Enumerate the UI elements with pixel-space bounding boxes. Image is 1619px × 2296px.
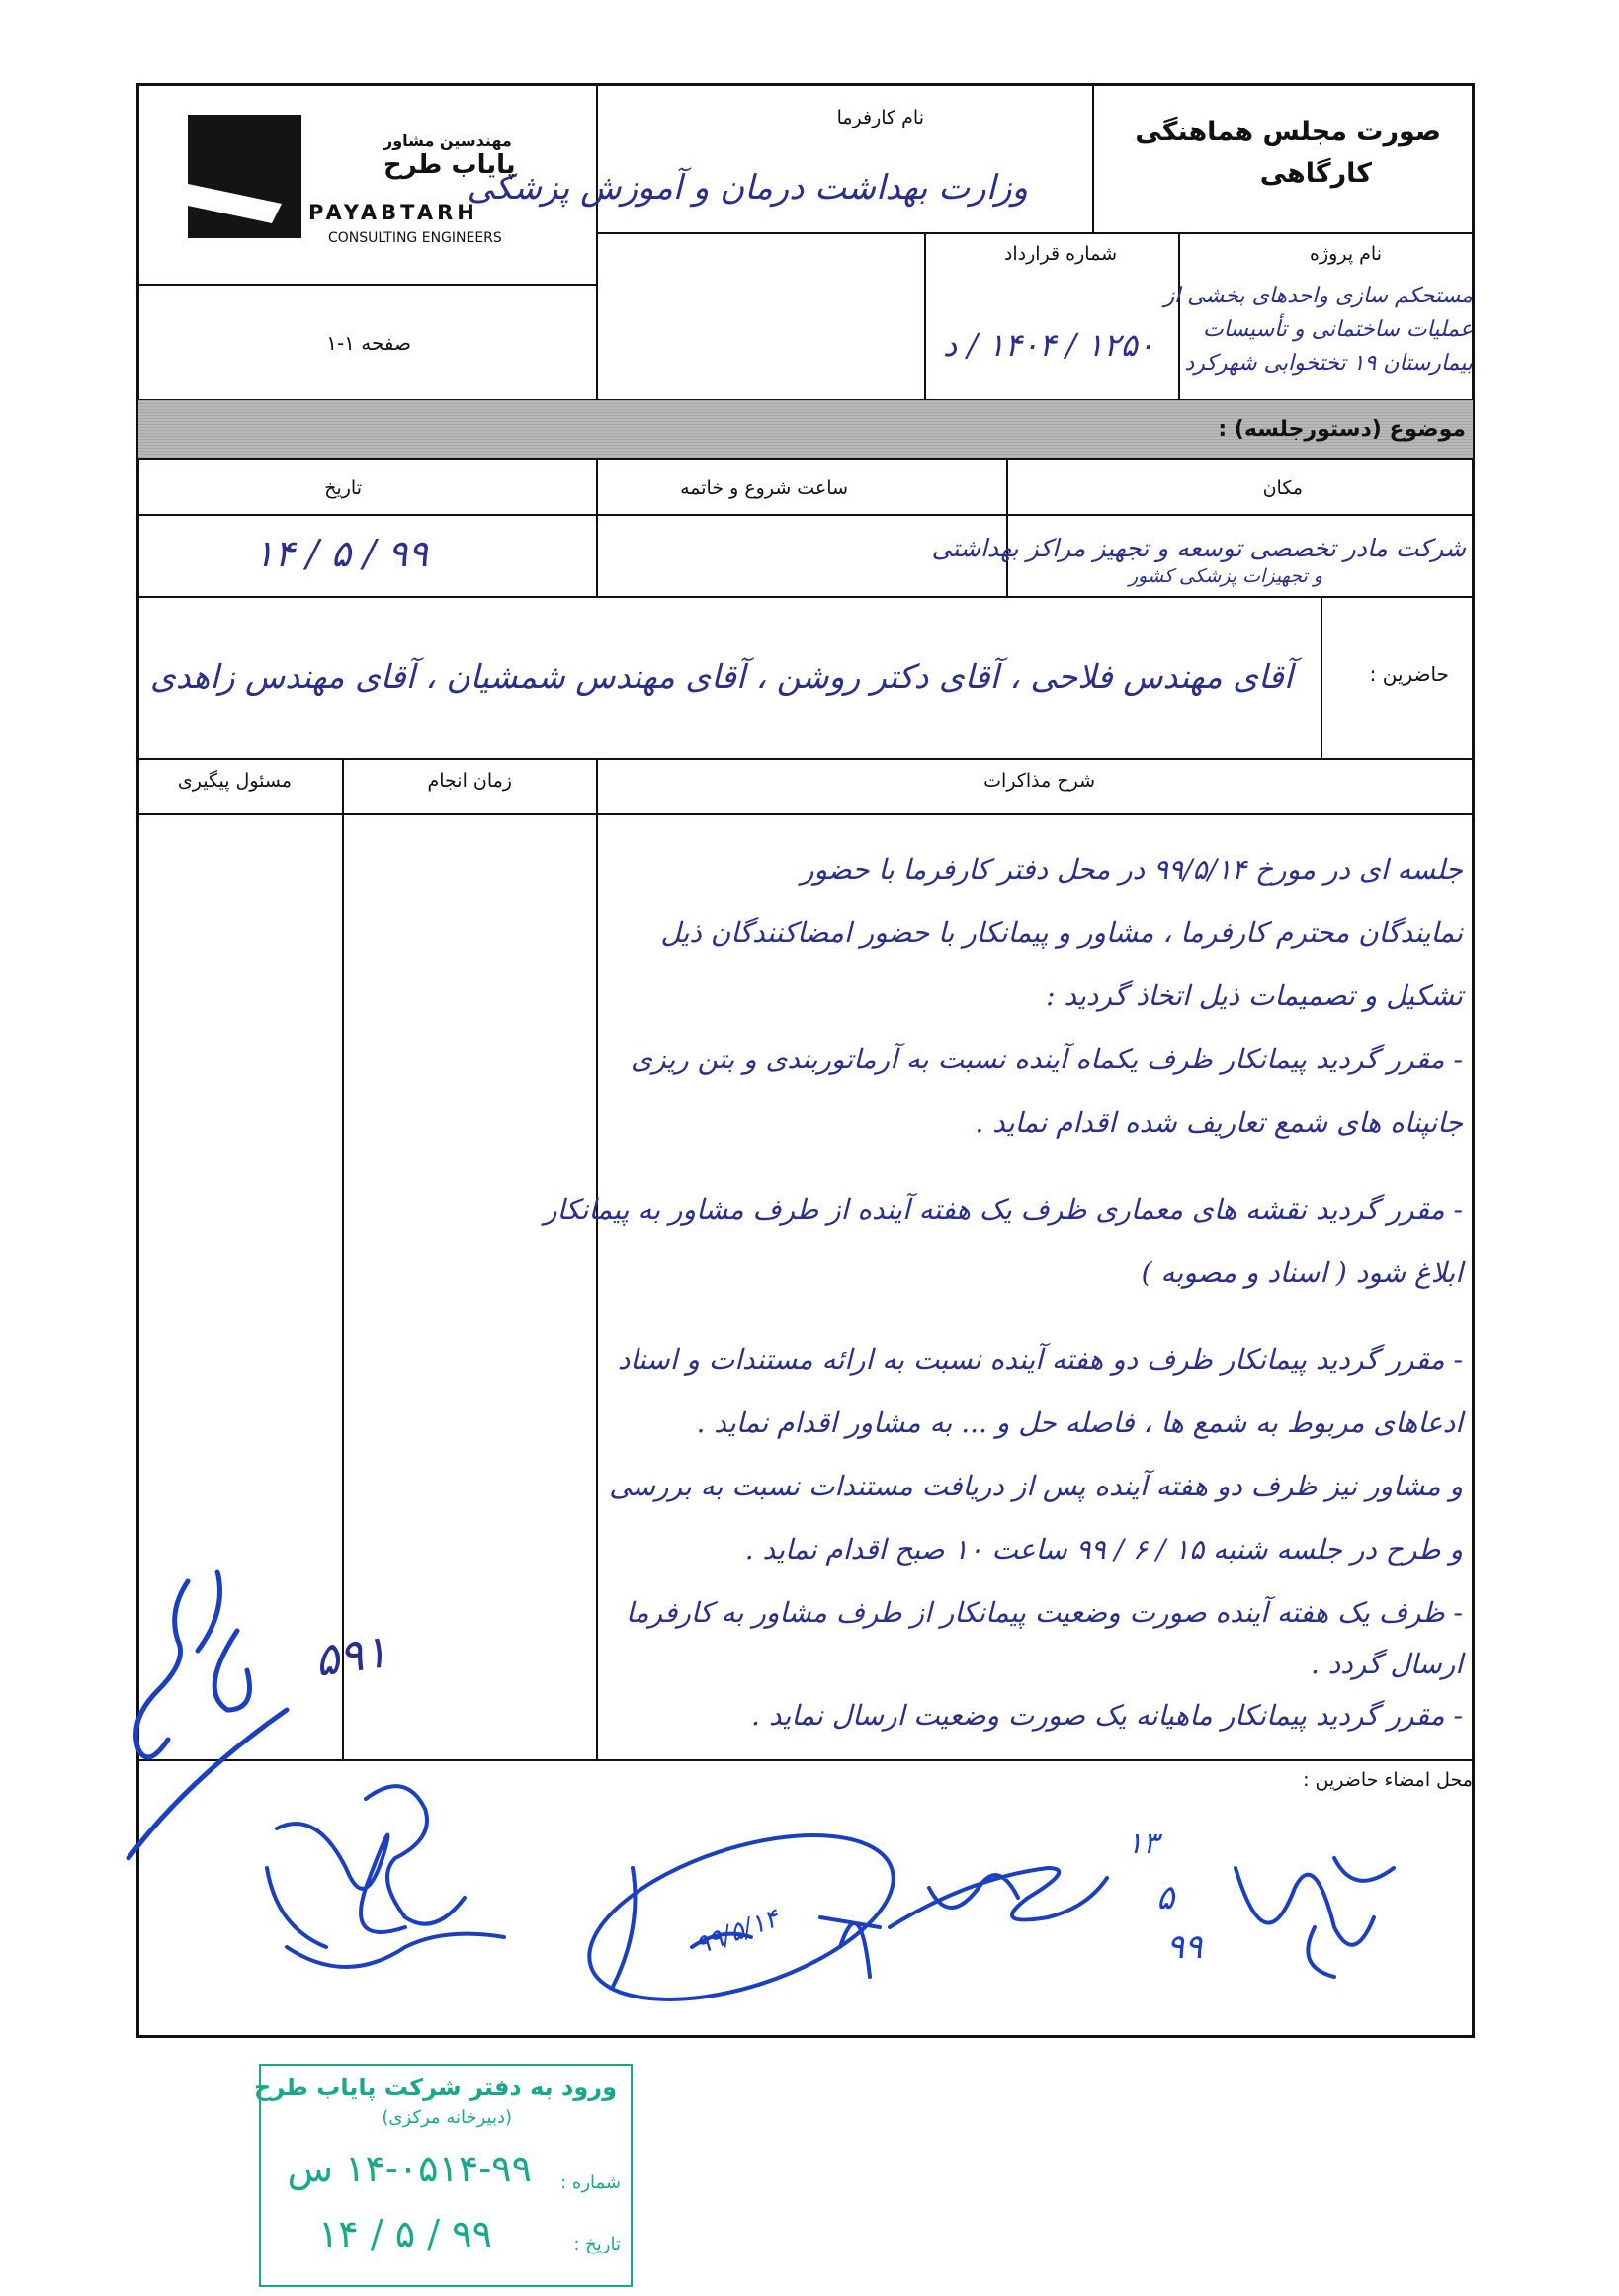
sig-date-year: ۹۹ [1166,1927,1203,1967]
divider [137,596,1474,598]
contract-number-value: ۱۲۵۰ / ۱۴۰۴ / د [943,326,1154,364]
minutes-line: و مشاور نیز ظرف دو هفته آینده پس از دریافت مستندات نسبت به بررسی [609,1470,1463,1502]
agenda-label: موضوع (دستورجلسه) : [1218,417,1466,442]
form-title: صورت مجلس هماهنگی [1135,117,1441,147]
divider [1178,232,1180,400]
signature-4 [1216,1838,1433,1997]
project-name-line1: مستحکم سازی واحدهای بخشی از [1163,284,1473,308]
stamp-number-value: ۱۴-۰۵۱۴-۹۹ س [287,2147,532,2190]
contract-number-label: شماره قرارداد [1003,243,1117,265]
divider [596,458,598,596]
project-name-line3: بیمارستان ۱۹ تختخوابی شهرکرد [1184,351,1473,376]
minutes-line: - مقرر گردید نقشه های معماری ظرف یک هفته آینده از طرف مشاور به پیمانکار [544,1193,1463,1226]
minutes-line: ابلاغ شود ( اسناد و مصوبه ) [1141,1256,1463,1289]
minutes-line: - مقرر گردید پیمانکار ظرف دو هفته آینده نسبت به ارائه مستندات و اسناد [617,1343,1463,1376]
project-name-label: نام پروژه [1310,243,1382,265]
place-value: شرکت مادر تخصصی توسعه و تجهیز مراکز بهداشتی [931,534,1466,562]
stamp-title: ورود به دفتر شرکت پایاب طرح [254,2074,617,2101]
project-name-line2: عملیات ساختمانی و تأسیسات [1203,317,1473,342]
col-deadline-header: زمان انجام [427,770,512,792]
minutes-line: ادعاهای مربوط به شمع ها ، فاصله حل و ... به مشاور اقدام نماید . [696,1406,1463,1439]
time-label: ساعت شروع و خاتمه [680,477,848,499]
stamp-subtitle: (دبیرخانه مرکزی) [382,2107,512,2128]
sig-date-day: ۱۳ [1127,1827,1159,1861]
date-value: ۹۹ / ۵ / ۱۴ [253,532,428,575]
stamp-number-label: شماره : [560,2172,621,2193]
registry-stamp [254,2064,633,2287]
divider [596,84,598,400]
divider [924,232,926,400]
divider [1092,84,1094,232]
minutes-line: و طرح در جلسه شنبه ۱۵ / ۶ / ۹۹ ساعت ۱۰ صبح اقدام نماید . [744,1533,1463,1566]
divider [137,284,597,286]
attendees-value: آقای مهندس فلاحی ، آقای دکتر روشن ، آقای مهندس شمشیان ، آقای مهندس زاهدی [149,657,1293,696]
place-label: مکان [1262,477,1303,499]
form-subtitle: کارگاهی [1259,158,1372,189]
divider [596,232,1474,234]
company-fa-small: مهندسین مشاور [383,131,512,150]
company-fa-name: پایاب طرح [383,150,516,180]
divider [137,514,1474,516]
attendees-label: حاضرین : [1369,662,1449,686]
divider [137,458,1474,460]
logo-mark [188,115,301,238]
minutes-line: - مقرر گردید پیمانکار ظرف یکماه آینده نسبت به آرماتوربندی و بتن ریزی [631,1043,1463,1075]
divider [1321,596,1322,758]
minutes-line: نمایندگان محترم کارفرما ، مشاور و پیمانکار با حضور امضاکنندگان ذیل [660,916,1463,949]
company-en-name: PAYABTARH [308,201,478,224]
divider [596,758,598,1759]
minutes-line: جلسه ای در مورخ ۹۹/۵/۱۴ در محل دفتر کارفرما با حضور [800,853,1463,886]
stamp-date-value: ۹۹ / ۵ / ۱۴ [317,2212,492,2255]
col-description-header: شرح مذاکرات [983,770,1095,792]
date-label: تاریخ [324,477,362,499]
minutes-line: - ظرف یک هفته آینده صورت وضعیت پیمانکار از طرف مشاور به کارفرما [626,1596,1463,1629]
signature-1 [247,1769,524,2036]
divider [1006,458,1008,596]
divider [137,758,1474,760]
minutes-line: - مقرر گردید پیمانکار ماهیانه یک صورت وضعیت ارسال نماید . [751,1699,1463,1732]
divider [137,813,1474,815]
signature-2-date: ۹۹/۵/۱۴ [691,1903,783,1962]
minutes-body [544,838,1463,1747]
side-note: ۵۹۱ [310,1624,391,1687]
minutes-line: ارسال گردد . [1310,1648,1463,1680]
company-logo [188,115,301,238]
sig-date-month: ۵ [1156,1878,1175,1917]
col-responsible-header: مسئول پیگیری [177,770,292,792]
signatures-label: محل امضاء حاضرین : [1303,1769,1473,1791]
page-label: صفحه ۱-۱ [326,331,411,355]
minutes-line: جانپناه های شمع تعاریف شده اقدام نماید . [975,1106,1463,1139]
place-value-line2: و تجهیزات پزشکی کشور [1129,565,1322,587]
employer-label: نام کارفرما [836,107,924,128]
company-en-sub: CONSULTING ENGINEERS [328,230,502,246]
stamp-date-label: تاریخ : [573,2234,621,2254]
minutes-line: تشکیل و تصمیمات ذیل اتخاذ گردید : [1046,979,1463,1012]
employer-value: وزارت بهداشت درمان و آموزش پزشکی [467,168,1028,208]
signature-3 [781,1828,1107,2006]
